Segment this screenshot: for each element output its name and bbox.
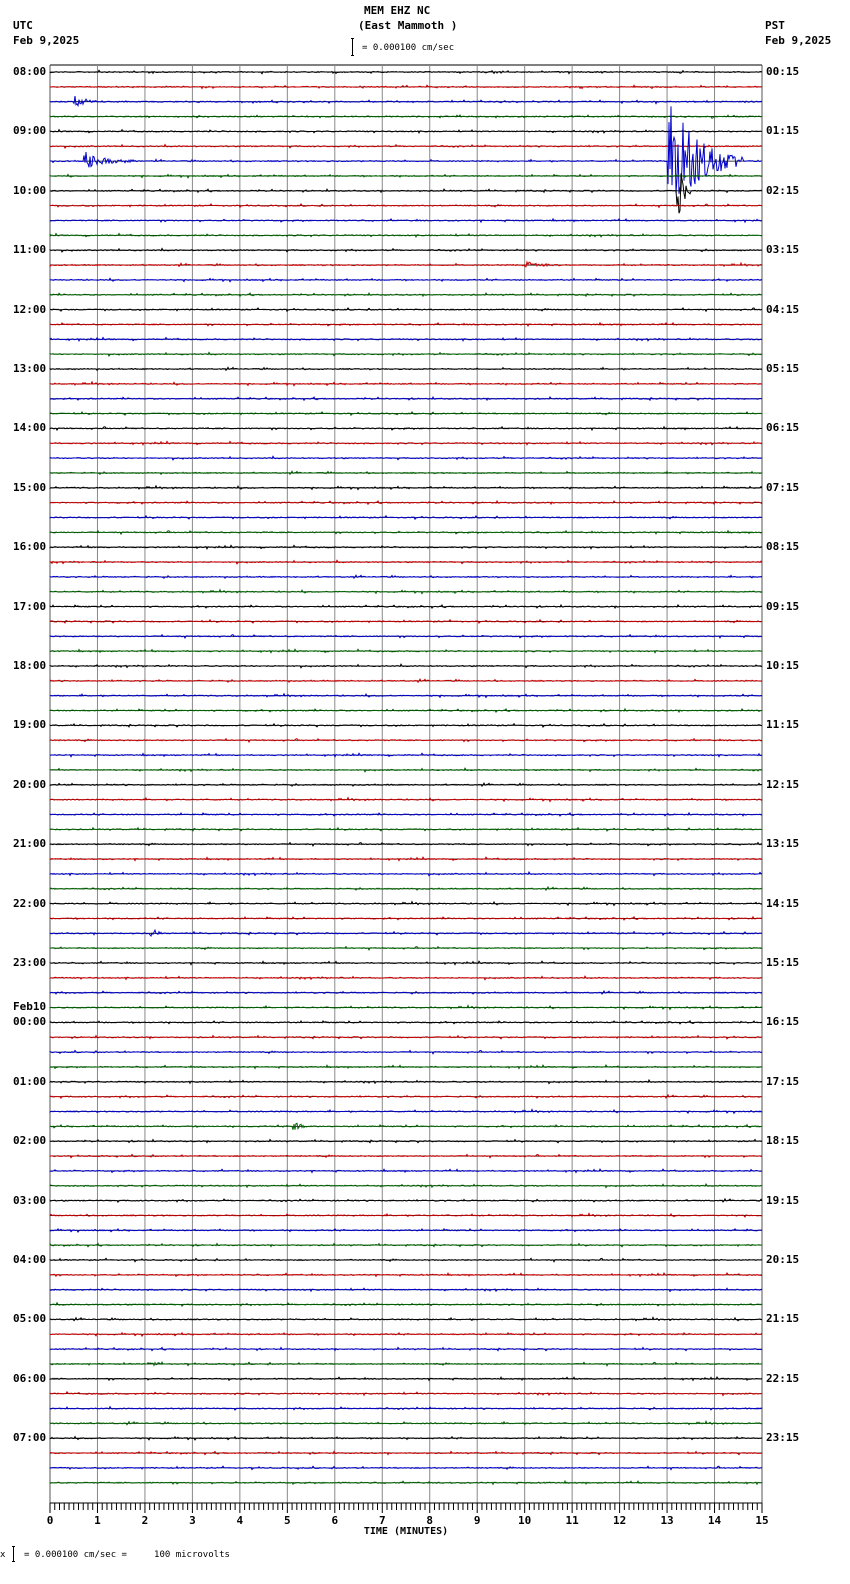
utc-time-label: 05:00 xyxy=(13,1312,47,1326)
utc-time-label: 19:00 xyxy=(13,718,47,732)
pst-time-label: 20:15 xyxy=(766,1253,800,1266)
trace-20 xyxy=(50,367,762,370)
footer-scale-bar-icon xyxy=(12,1546,15,1562)
pst-time-label: 22:15 xyxy=(766,1371,800,1385)
trace-30 xyxy=(50,516,762,519)
trace-26 xyxy=(50,456,762,460)
trace-86 xyxy=(50,1347,762,1350)
utc-time-label: 01:00 xyxy=(13,1074,47,1088)
pst-time-label: 11:15 xyxy=(766,718,800,732)
svg-text:12: 12 xyxy=(612,1514,627,1527)
utc-time-label: 12:00 xyxy=(13,302,47,316)
trace-31 xyxy=(50,531,762,534)
station-location: (East Mammoth ) xyxy=(358,19,458,32)
trace-14 xyxy=(50,278,762,281)
svg-text:14: 14 xyxy=(707,1514,722,1527)
svg-text:15: 15 xyxy=(755,1514,769,1527)
right-timezone: PST xyxy=(765,19,785,32)
trace-46 xyxy=(50,753,762,756)
trace-15 xyxy=(50,293,762,296)
trace-80 xyxy=(50,1258,762,1261)
footer-prefix: x xyxy=(0,1550,6,1560)
svg-text:10: 10 xyxy=(518,1514,532,1527)
trace-13 xyxy=(50,262,762,267)
trace-93 xyxy=(50,1451,762,1454)
pst-time-label: 16:15 xyxy=(766,1015,800,1029)
trace-55 xyxy=(50,887,762,890)
pst-time-label: 02:15 xyxy=(766,183,800,197)
trace-68 xyxy=(50,1080,762,1084)
svg-text:5: 5 xyxy=(284,1514,291,1527)
utc-time-label: 16:00 xyxy=(13,540,47,554)
trace-42 xyxy=(50,694,762,698)
trace-49 xyxy=(50,798,762,802)
trace-50 xyxy=(50,813,762,816)
trace-21 xyxy=(50,382,762,386)
trace-73 xyxy=(50,1154,762,1157)
utc-time-label: 13:00 xyxy=(13,362,47,375)
pst-time-label: 01:15 xyxy=(766,124,800,138)
utc-time-label: 00:00 xyxy=(13,1015,47,1029)
utc-time-label: 21:00 xyxy=(13,837,47,851)
trace-66 xyxy=(50,1051,762,1054)
trace-44 xyxy=(50,724,762,727)
trace-70 xyxy=(50,1110,762,1114)
trace-74 xyxy=(50,1169,762,1172)
trace-40 xyxy=(50,664,762,668)
trace-45 xyxy=(50,739,762,742)
svg-text:4: 4 xyxy=(236,1514,244,1527)
trace-59 xyxy=(50,947,762,950)
trace-84 xyxy=(50,1317,762,1320)
trace-27 xyxy=(50,471,762,474)
utc-time-label: 07:00 xyxy=(13,1431,47,1445)
trace-37 xyxy=(50,620,762,623)
trace-83 xyxy=(50,1303,762,1306)
trace-64 xyxy=(50,1021,762,1024)
utc-time-label: 18:00 xyxy=(13,659,47,672)
trace-33 xyxy=(50,560,762,564)
pst-time-label: 10:15 xyxy=(766,659,800,672)
trace-57 xyxy=(50,917,762,920)
trace-75 xyxy=(50,1184,762,1188)
trace-6 xyxy=(50,106,762,193)
svg-text:8: 8 xyxy=(426,1514,434,1527)
trace-47 xyxy=(50,768,762,772)
utc-time-label: 14:00 xyxy=(13,421,47,435)
utc-time-label: 06:00 xyxy=(13,1371,47,1385)
trace-92 xyxy=(50,1437,762,1440)
trace-90 xyxy=(50,1407,762,1410)
trace-67 xyxy=(50,1065,762,1068)
trace-51 xyxy=(50,828,762,831)
trace-12 xyxy=(50,248,762,252)
svg-text:9: 9 xyxy=(473,1514,481,1527)
trace-56 xyxy=(50,902,762,906)
right-date: Feb 9,2025 xyxy=(765,34,832,47)
trace-5 xyxy=(50,145,762,149)
svg-text:TIME (MINUTES): TIME (MINUTES) xyxy=(363,1526,449,1537)
trace-22 xyxy=(50,397,762,400)
pst-time-label: 17:15 xyxy=(766,1074,800,1088)
pst-time-label: 19:15 xyxy=(766,1193,800,1207)
pst-time-label: 08:15 xyxy=(766,540,800,554)
pst-time-label: 23:15 xyxy=(766,1431,800,1445)
utc-time-label: 11:00 xyxy=(13,243,47,257)
trace-3 xyxy=(50,115,762,118)
pst-time-label: 09:15 xyxy=(766,599,800,613)
pst-time-label: 06:15 xyxy=(766,421,800,435)
trace-61 xyxy=(50,976,762,980)
utc-time-label: 22:00 xyxy=(13,896,47,910)
pst-time-label: 07:15 xyxy=(766,480,800,494)
trace-94 xyxy=(50,1466,762,1469)
trace-10 xyxy=(50,219,762,222)
pst-time-label: 00:15 xyxy=(766,65,800,78)
trace-18 xyxy=(50,338,762,341)
station-title: MEM EHZ NC xyxy=(364,4,431,17)
trace-76 xyxy=(50,1199,762,1202)
trace-72 xyxy=(50,1140,762,1143)
trace-85 xyxy=(50,1333,762,1336)
scale-label: = 0.000100 cm/sec xyxy=(362,43,455,53)
trace-24 xyxy=(50,427,762,430)
utc-time-label: 02:00 xyxy=(13,1134,47,1148)
svg-text:2: 2 xyxy=(141,1514,149,1527)
utc-time-label: 20:00 xyxy=(13,777,47,791)
trace-9 xyxy=(50,204,762,207)
trace-43 xyxy=(50,709,762,712)
trace-19 xyxy=(50,352,762,356)
utc-time-label: 17:00 xyxy=(13,599,47,613)
trace-34 xyxy=(50,575,762,578)
trace-28 xyxy=(50,486,762,490)
trace-53 xyxy=(50,857,762,860)
trace-29 xyxy=(50,501,762,504)
footer-scale-note: = 0.000100 cm/sec = 100 microvolts xyxy=(24,1550,230,1560)
utc-time-label: 04:00 xyxy=(13,1253,47,1266)
trace-54 xyxy=(50,872,762,876)
left-date: Feb 9,2025 xyxy=(13,34,80,47)
pst-time-label: 18:15 xyxy=(766,1134,800,1148)
utc-time-label: 09:00 xyxy=(13,124,47,138)
utc-time-label: 15:00 xyxy=(13,480,47,494)
utc-time-label: 08:00 xyxy=(13,65,47,78)
trace-2 xyxy=(50,96,762,106)
trace-77 xyxy=(50,1213,762,1217)
trace-82 xyxy=(50,1288,762,1291)
svg-text:1: 1 xyxy=(94,1514,101,1527)
svg-text:0: 0 xyxy=(46,1514,54,1527)
pst-time-label: 15:15 xyxy=(766,956,800,969)
svg-text:13: 13 xyxy=(660,1514,674,1527)
trace-8 xyxy=(50,173,762,213)
trace-16 xyxy=(50,308,762,311)
pst-time-label: 21:15 xyxy=(766,1312,800,1326)
svg-text:11: 11 xyxy=(565,1514,579,1527)
trace-35 xyxy=(50,590,762,594)
trace-52 xyxy=(50,843,762,846)
svg-text:7: 7 xyxy=(378,1514,386,1527)
svg-text:3: 3 xyxy=(189,1514,196,1527)
trace-89 xyxy=(50,1392,762,1396)
date-change-label: Feb10 xyxy=(13,1000,47,1014)
pst-time-label: 13:15 xyxy=(766,837,800,851)
trace-69 xyxy=(50,1095,762,1098)
trace-95 xyxy=(50,1481,762,1484)
pst-time-label: 05:15 xyxy=(766,362,800,375)
trace-32 xyxy=(50,545,762,548)
svg-text:6: 6 xyxy=(331,1514,339,1527)
utc-time-label: 03:00 xyxy=(13,1193,47,1207)
utc-time-label: 23:00 xyxy=(13,956,47,969)
trace-17 xyxy=(50,323,762,326)
pst-time-label: 14:15 xyxy=(766,896,800,910)
trace-23 xyxy=(50,412,762,415)
utc-time-label: 10:00 xyxy=(13,183,47,197)
left-timezone: UTC xyxy=(13,19,33,32)
pst-time-label: 04:15 xyxy=(766,302,800,316)
trace-0 xyxy=(50,70,762,74)
trace-36 xyxy=(50,605,762,608)
trace-60 xyxy=(50,961,762,964)
pst-time-label: 12:15 xyxy=(766,777,800,791)
trace-65 xyxy=(50,1036,762,1039)
pst-time-label: 03:15 xyxy=(766,243,800,257)
